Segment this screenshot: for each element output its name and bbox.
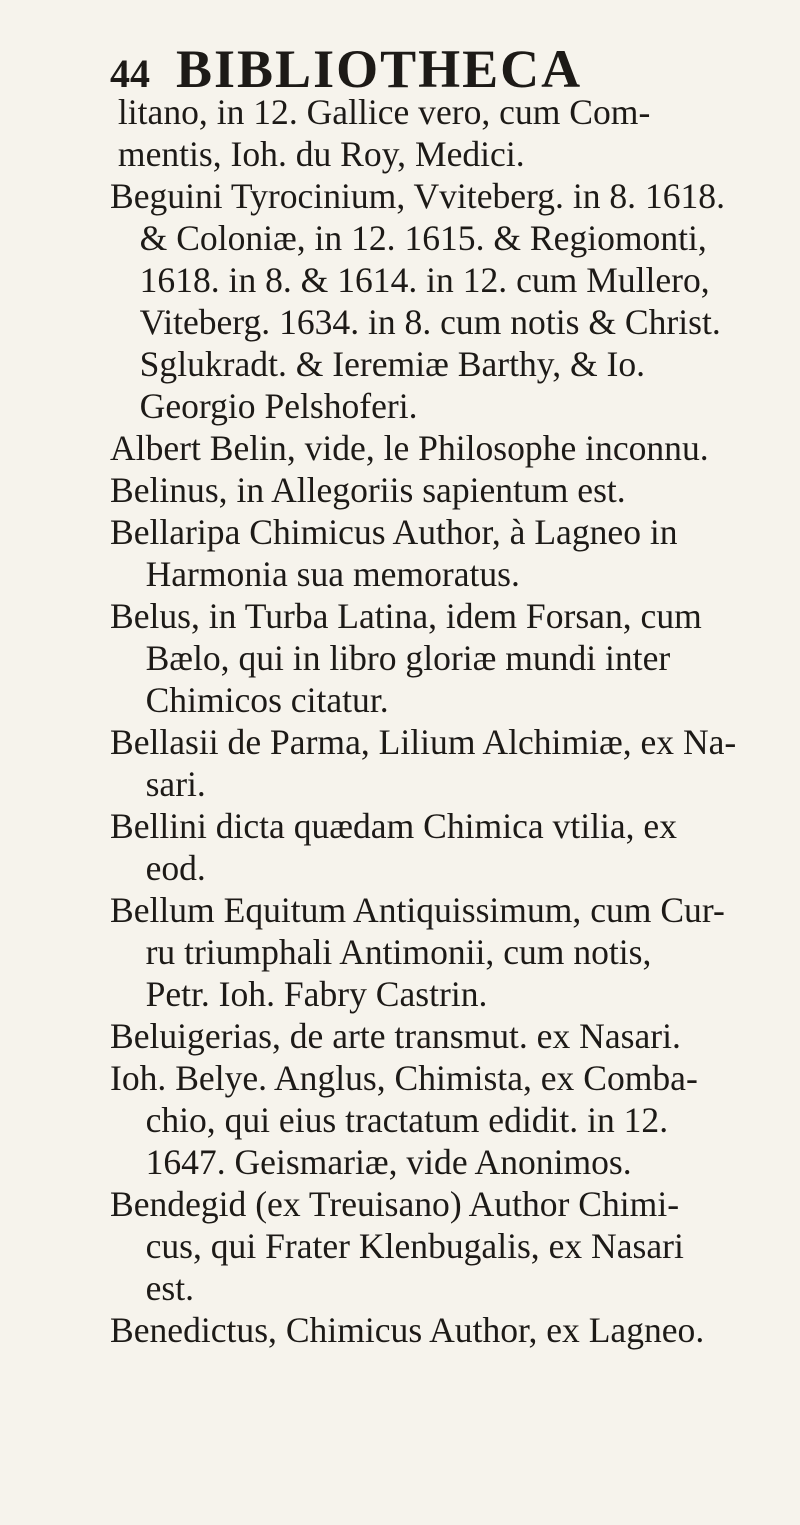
entry-line: Beguini Tyrocinium, Vviteberg. in 8. 1618.: [110, 176, 725, 216]
entry-line: Albert Belin, vide, le Philosophe inconnu.: [110, 428, 709, 468]
text-line: ru triumphali Antimonii, cum notis,: [145, 932, 652, 972]
text-line: Georgio Pelshoferi.: [139, 386, 418, 426]
text-line: mentis, Ioh. du Roy, Medici.: [117, 134, 525, 174]
text-line: sari.: [145, 764, 206, 804]
text-line: 1618. in 8. & 1614. in 12. cum Mullero,: [139, 260, 710, 300]
running-title: BIBLIOTHECA: [176, 39, 583, 99]
entry-line: Bellaripa Chimicus Author, à Lagneo in: [110, 512, 678, 552]
entry-line: Bellum Equitum Antiquissimum, cum Cur-: [110, 890, 725, 930]
text-line: Bælo, qui in libro gloriæ mundi inter: [145, 638, 671, 678]
entry-line: Benedictus, Chimicus Author, ex Lagneo.: [110, 1310, 705, 1350]
page-header: [110, 38, 582, 98]
entry-line: Beluigerias, de arte transmut. ex Nasari.: [110, 1016, 681, 1056]
text-line: est.: [145, 1268, 194, 1308]
bibliography-text: [110, 91, 800, 1351]
text-line: 1647. Geismariæ, vide Anonimos.: [145, 1142, 632, 1182]
text-line: Chimicos citatur.: [145, 680, 389, 720]
entry-line: Bellini dicta quædam Chimica vtilia, ex: [110, 806, 678, 846]
text-line: Harmonia sua memoratus.: [145, 554, 520, 594]
text-line: cus, qui Frater Klenbugalis, ex Nasari: [145, 1226, 684, 1266]
page-number: 44: [110, 51, 150, 96]
entry-line: Belinus, in Allegoriis sapientum est.: [110, 470, 626, 510]
text-line: eod.: [145, 848, 206, 888]
entry-line: Bellasii de Parma, Lilium Alchimiæ, ex Na-: [110, 722, 737, 762]
text-line: Petr. Ioh. Fabry Castrin.: [145, 974, 488, 1014]
text-line: chio, qui eius tractatum edidit. in 12.: [145, 1100, 669, 1140]
entry-line: Ioh. Belye. Anglus, Chimista, ex Comba-: [110, 1058, 698, 1098]
entry-line: Bendegid (ex Treuisano) Author Chimi-: [110, 1184, 680, 1224]
text-line: Sglukradt. & Ieremiæ Barthy, & Io.: [139, 344, 646, 384]
entry-line: Belus, in Turba Latina, idem Forsan, cum: [110, 596, 702, 636]
text-line: & Coloniæ, in 12. 1615. & Regiomonti,: [139, 218, 707, 258]
text-line: litano, in 12. Gallice vero, cum Com-: [117, 92, 651, 132]
text-line: Viteberg. 1634. in 8. cum notis & Christ.: [139, 302, 721, 342]
